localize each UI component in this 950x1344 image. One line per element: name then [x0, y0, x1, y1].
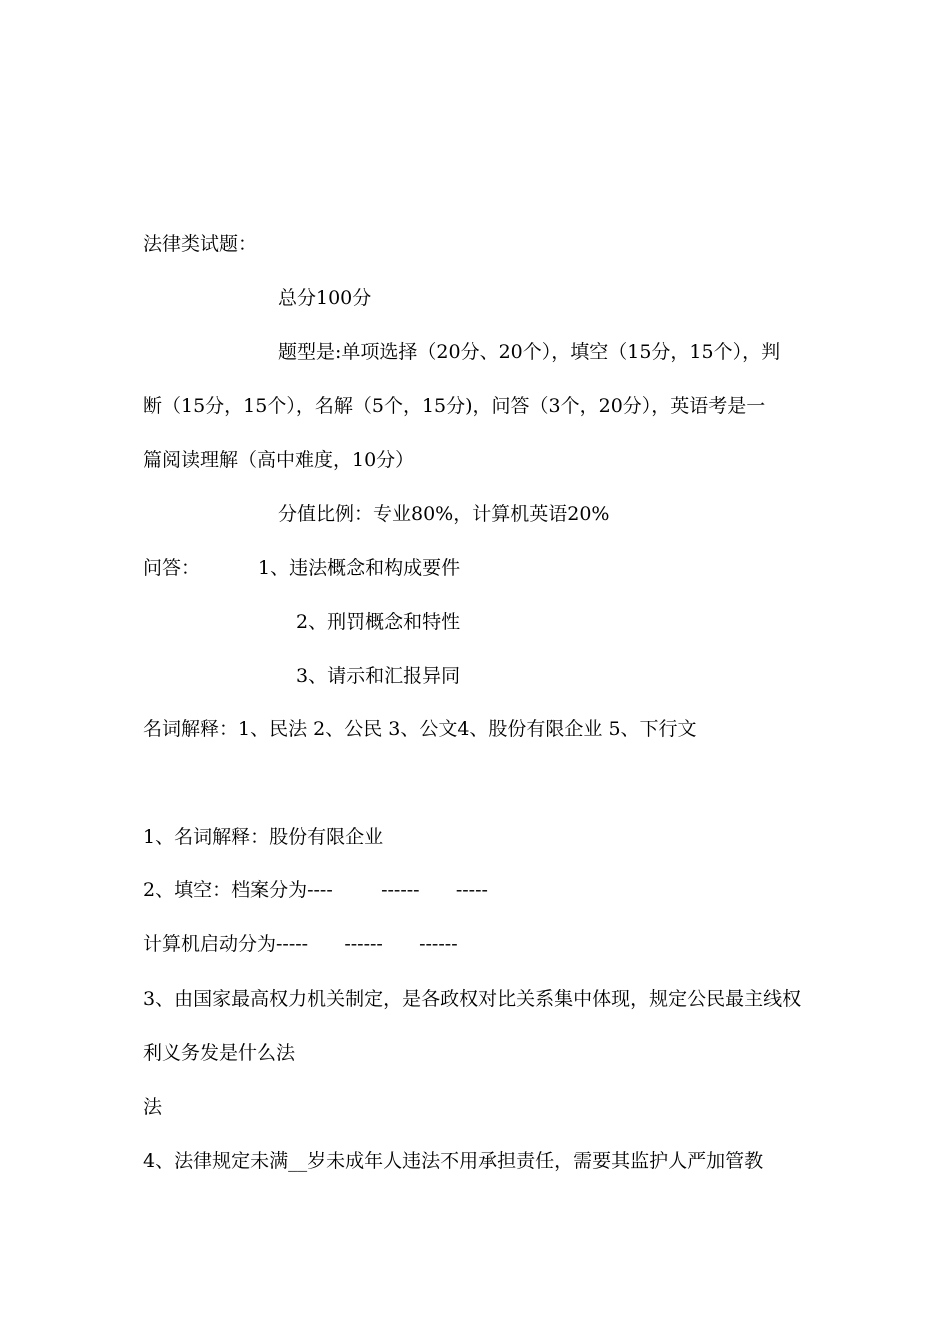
qa-item: 3、请示和汇报异同	[296, 665, 461, 687]
qa-item: 1、违法概念和构成要件	[258, 557, 461, 579]
question-types-line-3: 篇阅读理解（高中难度，10分）	[143, 449, 415, 471]
question-3-line-2: 利义务发是什么法	[143, 1042, 296, 1064]
question-2-continued: 计算机启动分为----- ------ ------	[143, 933, 458, 955]
qa-item: 2、刑罚概念和特性	[296, 611, 461, 633]
score-ratio: 分值比例：专业80%，计算机英语20%	[278, 503, 610, 525]
document-title: 法律类试题：	[143, 233, 258, 255]
total-score: 总分100分	[278, 287, 372, 309]
question-3-answer: 法	[143, 1096, 163, 1118]
question-2: 2、填空：档案分为---- ------ -----	[143, 879, 488, 901]
qa-label: 问答：	[143, 557, 201, 579]
question-3-line-1: 3、由国家最高权力机关制定，是各政权对比关系集中体现，规定公民最主线权	[143, 988, 802, 1010]
terms-list: 名词解释：1、民法 2、公民 3、公文4、股份有限企业 5、下行文	[143, 718, 697, 740]
question-types-line-2: 断（15分，15个），名解（5个，15分)，问答（3个，20分），英语考是一	[143, 395, 766, 417]
question-types-line-1: 题型是:单项选择（20分、20个），填空（15分，15个），判	[278, 341, 781, 363]
question-1: 1、名词解释：股份有限企业	[143, 826, 384, 848]
question-4: 4、法律规定未满__岁未成年人违法不用承担责任，需要其监护人严加管教	[143, 1150, 764, 1172]
